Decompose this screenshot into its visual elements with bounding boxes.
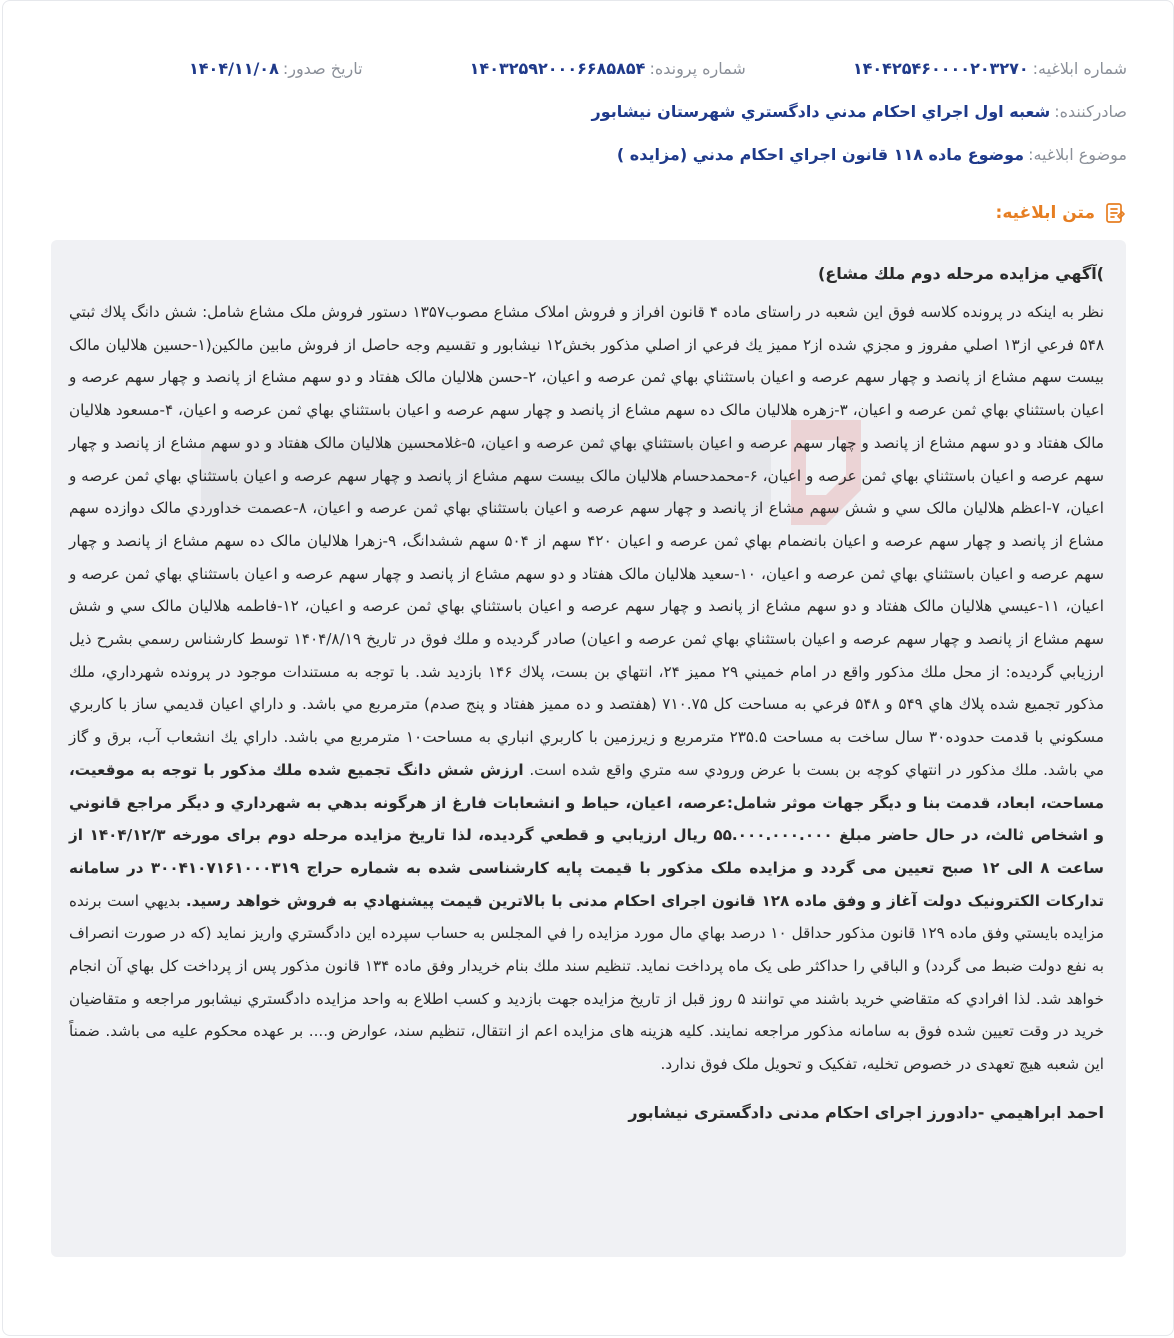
- case-number-label: شماره پرونده:: [649, 59, 746, 78]
- notice-heading: )آگهي مزايده مرحله دوم ملك مشاع): [817, 264, 1104, 283]
- notice-content: [51, 240, 1126, 1257]
- meta-row-issuer: [49, 102, 1127, 121]
- meta-row-subject: [49, 145, 1127, 164]
- issue-date-value: ۱۴۰۴/۱۱/۰۸: [189, 59, 279, 78]
- subject-value: موضوع ماده ۱۱۸ قانون اجراي احكام مدني (مزايده ): [616, 145, 1025, 164]
- meta-row-numbers: [49, 59, 1127, 78]
- signature: احمد ابراهيمي -دادورز اجرای احکام مدنی دادگستری نيشابور: [628, 1102, 1104, 1122]
- notice-number-label: شماره ابلاغیه:: [1032, 59, 1127, 78]
- issue-date: [189, 59, 363, 78]
- issuer-value: شعبه اول اجراي احكام مدني دادگستري شهرستان نيشابور: [591, 102, 1051, 121]
- notice-body-bold-part: ارزش شش دانگ تجميع شده ملك مذكور با توجه به موقعيت، مساحت، ابعاد، قدمت بنا و ديگر جهات موثر شامل:عرصه، اعيان، حياط و انشعابات فارغ از هرگونه بدهي به شهرداري و ديگر مراجع قانوني و اشخاص ثالث، در حال حاضر مبلغ ۵۵.۰۰۰.۰۰۰.۰۰۰ ريال ارزيابي و قطعي گرديده، لذا تاریخ مزایده مرحله دوم براى مورخه ۱۴۰۴/۱۲/۳ از ساعت ۸ الی ۱۲ صبح تعیین می گردد و مزایده ملک مذکور با قیمت پایه کارشناسی شده به شماره حراج ۳۰۰۴۱۰۷۱۶۱۰۰۰۳۱۹ در سامانه تدارکات الکترونیک دولت آغاز و وفق ماده ۱۲۸ قانون اجرای احکام مدنی با بالاترین قیمت پیشنهادي به فروش خواهد رسيد.: [69, 760, 1104, 910]
- document-icon: [1103, 201, 1127, 225]
- notice-body-part-1: نظر به اينكه در پرونده كلاسه فوق اين شعبه در راستاى ماده ۴ قانون افراز و فروش املاک مشاع مصوب۱۳۵۷ دستور فروش ملک مشاع شامل: شش دانگ پلاك ثبتي ۵۴۸ فرعي از۱۳ اصلي مفروز و مجزي شده از۲ مميز يك فرعي از اصلي مذكور بخش۱۲ نيشابور و تقسيم وجه حاصل از فروش مابين مالكين(۱-حسين هلاليان مالک بيست سهم مشاع از پانصد و چهار سهم عرصه و اعيان باستثناي بهاي ثمن عرصه و اعيان، ۲-حسن هلاليان مالک هفتاد و دو سهم مشاع از پانصد و چهار سهم عرصه و اعيان باستثناي بهاي ثمن عرصه و اعيان، ۳-زهره هلاليان مالک ده سهم مشاع از پانصد و چهار سهم عرصه و اعيان باستثناي بهاي ثمن عرصه و اعيان، ۴-مسعود هلاليان مالک هفتاد و دو سهم مشاع از پانصد و چهار سهم عرصه و اعيان باستثناي بهاي ثمن عرصه و اعيان، ۵-غلامحسين هلاليان مالک هفتاد و دو سهم مشاع از پانصد و چهار سهم عرصه و اعيان باستثناي بهاي ثمن عرصه و اعيان، ۶-محمدحسام هلاليان مالک بيست سهم مشاع از پانصد و چهار سهم عرصه و اعيان باستثناي بهاي ثمن عرصه و اعيان، ۷-اعظم هلاليان مالک سي و شش سهم مشاع از پانصد و چهار سهم عرصه و اعيان باستثناي بهاي ثمن عرصه و اعيان، ۸-عصمت خداوردي مالک دوازده سهم مشاع از پانصد و چهار سهم عرصه و اعيان بانضمام بهاي ثمن عرصه و اعيان ۴۲۰ سهم از ۵۰۴ سهم ششدانگ، ۹-زهرا هلاليان مالک ده سهم مشاع از پانصد و چهار سهم عرصه و اعيان باستثناي بهاي ثمن عرصه و اعيان، ۱۰-سعيد هلاليان مالک هفتاد و دو سهم مشاع از پانصد و چهار سهم عرصه و اعيان باستثناي بهاي ثمن عرصه و اعيان، ۱۱-عيسي هلاليان مالک هفتاد و دو سهم مشاع از پانصد و چهار سهم عرصه و اعيان باستثناي بهاي ثمن عرصه و اعيان، ۱۲-فاطمه هلاليان مالک سي و شش سهم مشاع از پانصد و چهار سهم عرصه و اعيان باستثناي بهاي ثمن عرصه و اعيان) صادر گرديده و ملك فوق در تاريخ ۱۴۰۴/۸/۱۹ توسط كارشناس رسمي بشرح ذيل ارزيابي گرديده: از محل ملك مذكور واقع در امام خميني ۲۹ مميز ۲۴، انتهاي بن بست، پلاك ۱۴۶ بازديد شد. با توجه به مستندات موجود در پرونده شهرداري، ملك مذكور تجميع شده پلاك هاي ۵۴۹ و ۵۴۸ فرعي به مساحت كل ۷۱۰.۷۵ (هفتصد و ده مميز هفتاد و پنج صدم) مترمربع مي باشد. و داراي اعيان قديمي ساز با كاربري مسكوني با قدمت حدوده۳۰ سال ساخت به مساحت ۲۳۵.۵ مترمربع و زيرزمين با كاربري انباري به مساحت۱۰ مترمربع مي باشد. داراي يك انشعاب آب، برق و گاز مي باشد. ملك مذكور در انتهاي كوچه بن بست با عرض ورودي سه متري واقع شده است.: [69, 303, 1105, 779]
- notice-page: [2, 0, 1174, 1336]
- case-number: [470, 59, 746, 78]
- notice-body: [69, 296, 1104, 1081]
- subject-label: موضوع ابلاغیه:: [1028, 145, 1127, 164]
- notice-body-part-2: بديهي است برنده مزايده بايستي وفق ماده ۱۲۹ قانون مذکور حداقل ۱۰ درصد بهاي مال مورد مزايده را في المجلس به حساب سپرده اين دادگستري واريز نمايد (که در صورت انصراف به نفع دولت ضبط مى گردد) و الباقي را حداكثر طى یک ماه پرداخت نماید. تنظيم سند ملك بنام خريدار وفق ماده ۱۳۴ قانون مذكور پس از پرداخت كل بهاي آن انجام خواهد شد. لذا افرادي كه متقاضي خريد باشند مي توانند ۵ روز قبل از تاريخ مزايده جهت بازديد و كسب اطلاع به واحد مزايده دادگستري نيشابور مراجعه و متقاضيان خريد در وقت تعيين شده فوق به سامانه مذکور مراجعه نمايند. كليه هزينه هاى مزايده اعم از انتقال، تنظيم سند، عوارض و.... بر عهده محكوم عليه مى باشد. ضمناً اين شعبه هيچ تعهدى در خصوص تخليه، تفکیک و تحويل ملک فوق ندارد.: [69, 891, 1105, 1074]
- section-title: [996, 201, 1127, 225]
- issuer-label: صادرکننده:: [1054, 102, 1127, 121]
- notice-number-value: ۱۴۰۴۲۵۴۶۰۰۰۰۲۰۳۲۷۰: [852, 59, 1029, 78]
- section-title-text: متن ابلاغیه:: [995, 203, 1095, 223]
- issue-date-label: تاریخ صدور:: [282, 59, 363, 78]
- notice-number: [853, 59, 1127, 78]
- case-number-value: ۱۴۰۳۲۵۹۲۰۰۰۶۶۸۵۸۵۴: [469, 59, 646, 78]
